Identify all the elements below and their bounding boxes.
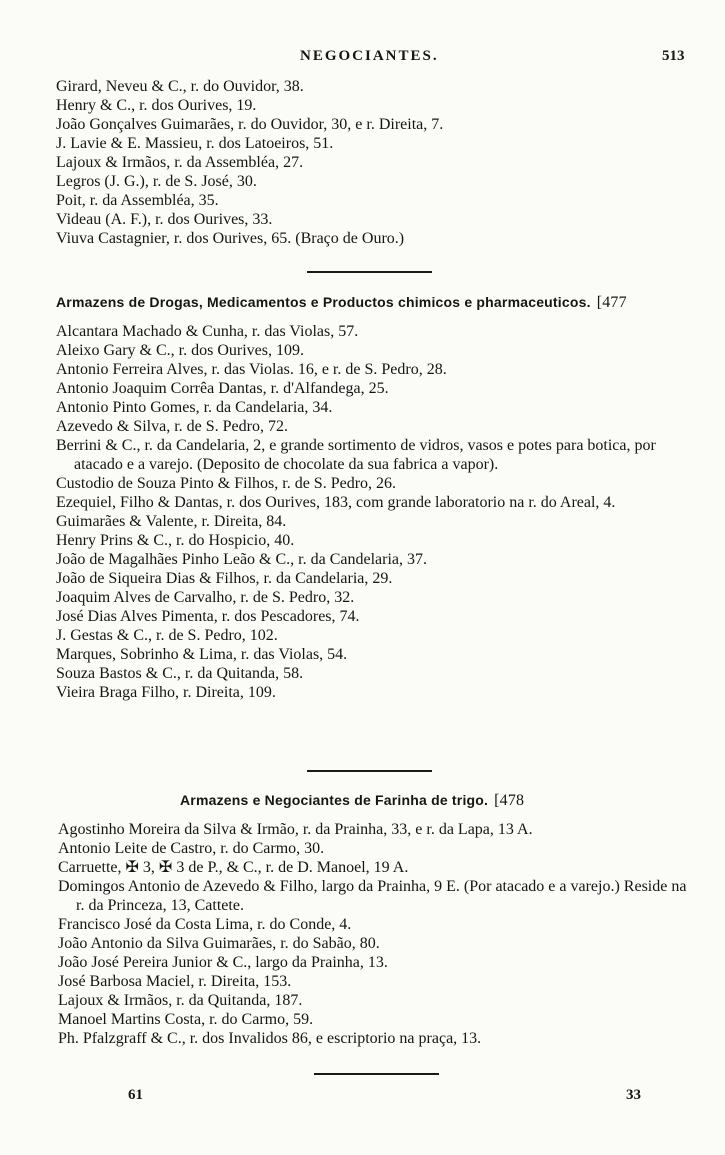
list-item: João de Siqueira Dias & Filhos, r. da Candelaria, 29. xyxy=(56,570,393,587)
list-item: Antonio Pinto Gomes, r. da Candelaria, 34. xyxy=(56,399,333,416)
list-item: Marques, Sobrinho & Lima, r. das Violas, 54. xyxy=(56,646,348,663)
signature-mark: 61 xyxy=(128,1087,143,1103)
section-2-list xyxy=(56,322,688,702)
section-ref-number: [478 xyxy=(494,792,525,809)
list-item: João Gonçalves Guimarães, r. do Ouvidor, 30, e r. Direita, 7. xyxy=(56,116,444,133)
list-item: Manoel Martins Costa, r. do Carmo, 59. xyxy=(58,1011,314,1028)
list-item: J. Lavie & E. Massieu, r. dos Latoeiros, 51. xyxy=(56,135,334,152)
section-divider xyxy=(314,1073,439,1075)
section-divider xyxy=(307,271,432,273)
list-item: Vieira Braga Filho, r. Direita, 109. xyxy=(56,684,276,701)
list-item: José Dias Alves Pimenta, r. dos Pescadores, 74. xyxy=(56,608,360,625)
list-item: Lajoux & Irmãos, r. da Quitanda, 187. xyxy=(58,992,303,1009)
list-item: Poit, r. da Assembléa, 35. xyxy=(56,192,219,209)
list-item: Guimarães & Valente, r. Direita, 84. xyxy=(56,513,287,530)
list-item: Custodio de Souza Pinto & Filhos, r. de S. Pedro, 26. xyxy=(56,475,397,492)
list-item: Alcantara Machado & Cunha, r. das Violas, 57. xyxy=(56,323,359,340)
list-item: Ezequiel, Filho & Dantas, r. dos Ourives, 183, com grande laboratorio na r. do Areal, 4. xyxy=(56,494,616,511)
list-item: Domingos Antonio de Azevedo & Filho, largo da Prainha, 9 E. (Por atacado e a varejo.) Reside na r. da Princeza, 13, Cattete. xyxy=(58,878,687,914)
page-number: 513 xyxy=(662,48,685,64)
section-heading-text: Armazens de Drogas, Medicamentos e Productos chimicos e pharmaceuticos. xyxy=(56,294,591,310)
list-item: Azevedo & Silva, r. de S. Pedro, 72. xyxy=(56,418,288,435)
list-item: Henry Prins & C., r. do Hospicio, 40. xyxy=(56,532,295,549)
list-item: Antonio Ferreira Alves, r. das Violas. 16, e r. de S. Pedro, 28. xyxy=(56,361,447,378)
list-item: Lajoux & Irmãos, r. da Assembléa, 27. xyxy=(56,154,304,171)
list-item: Ph. Pfalzgraff & C., r. dos Invalidos 86, e escriptorio na praça, 13. xyxy=(58,1030,482,1047)
page-title: NEGOCIANTES. xyxy=(300,48,439,64)
section-heading-drogas xyxy=(56,294,688,312)
list-item: Girard, Neveu & C., r. do Ouvidor, 38. xyxy=(56,78,304,95)
list-item: João de Magalhães Pinho Leão & C., r. da Candelaria, 37. xyxy=(56,551,428,568)
list-item: Aleixo Gary & C., r. dos Ourives, 109. xyxy=(56,342,304,359)
list-item: Carruette, ✠ 3, ✠ 3 de P., & C., r. de D. Manoel, 19 A. xyxy=(58,859,409,876)
list-item: Henry & C., r. dos Ourives, 19. xyxy=(56,97,257,114)
section-heading-text: Armazens e Negociantes de Farinha de trigo. xyxy=(180,792,489,808)
list-item: João José Pereira Junior & C., largo da Prainha, 13. xyxy=(58,954,388,971)
list-item: J. Gestas & C., r. de S. Pedro, 102. xyxy=(56,627,278,644)
list-item: José Barbosa Maciel, r. Direita, 153. xyxy=(58,973,292,990)
list-item: Viuva Castagnier, r. dos Ourives, 65. (Braço de Ouro.) xyxy=(56,230,405,247)
list-item: Legros (J. G.), r. de S. José, 30. xyxy=(56,173,257,190)
list-item: Antonio Joaquim Corrêa Dantas, r. d'Alfandega, 25. xyxy=(56,380,389,397)
section-3-list xyxy=(58,820,690,1048)
list-item: Souza Bastos & C., r. da Quitanda, 58. xyxy=(56,665,304,682)
list-item: Berrini & C., r. da Candelaria, 2, e grande sortimento de vidros, vasos e potes para botica, por atacado e a varejo. (Deposito de chocolate da sua fabrica a vapor). xyxy=(56,437,656,473)
list-item: Agostinho Moreira da Silva & Irmão, r. da Prainha, 33, e r. da Lapa, 13 A. xyxy=(58,821,533,838)
list-item: Joaquim Alves de Carvalho, r. de S. Pedro, 32. xyxy=(56,589,355,606)
list-item: Francisco José da Costa Lima, r. do Conde, 4. xyxy=(58,916,352,933)
running-head xyxy=(0,48,725,72)
list-item: Videau (A. F.), r. dos Ourives, 33. xyxy=(56,211,273,228)
section-heading-farinha xyxy=(180,792,524,810)
section-ref-number: [477 xyxy=(596,294,627,311)
section-divider xyxy=(307,770,432,772)
section-1-list xyxy=(56,77,688,248)
footer-number: 33 xyxy=(626,1087,641,1103)
list-item: Antonio Leite de Castro, r. do Carmo, 30. xyxy=(58,840,325,857)
list-item: João Antonio da Silva Guimarães, r. do Sabão, 80. xyxy=(58,935,380,952)
